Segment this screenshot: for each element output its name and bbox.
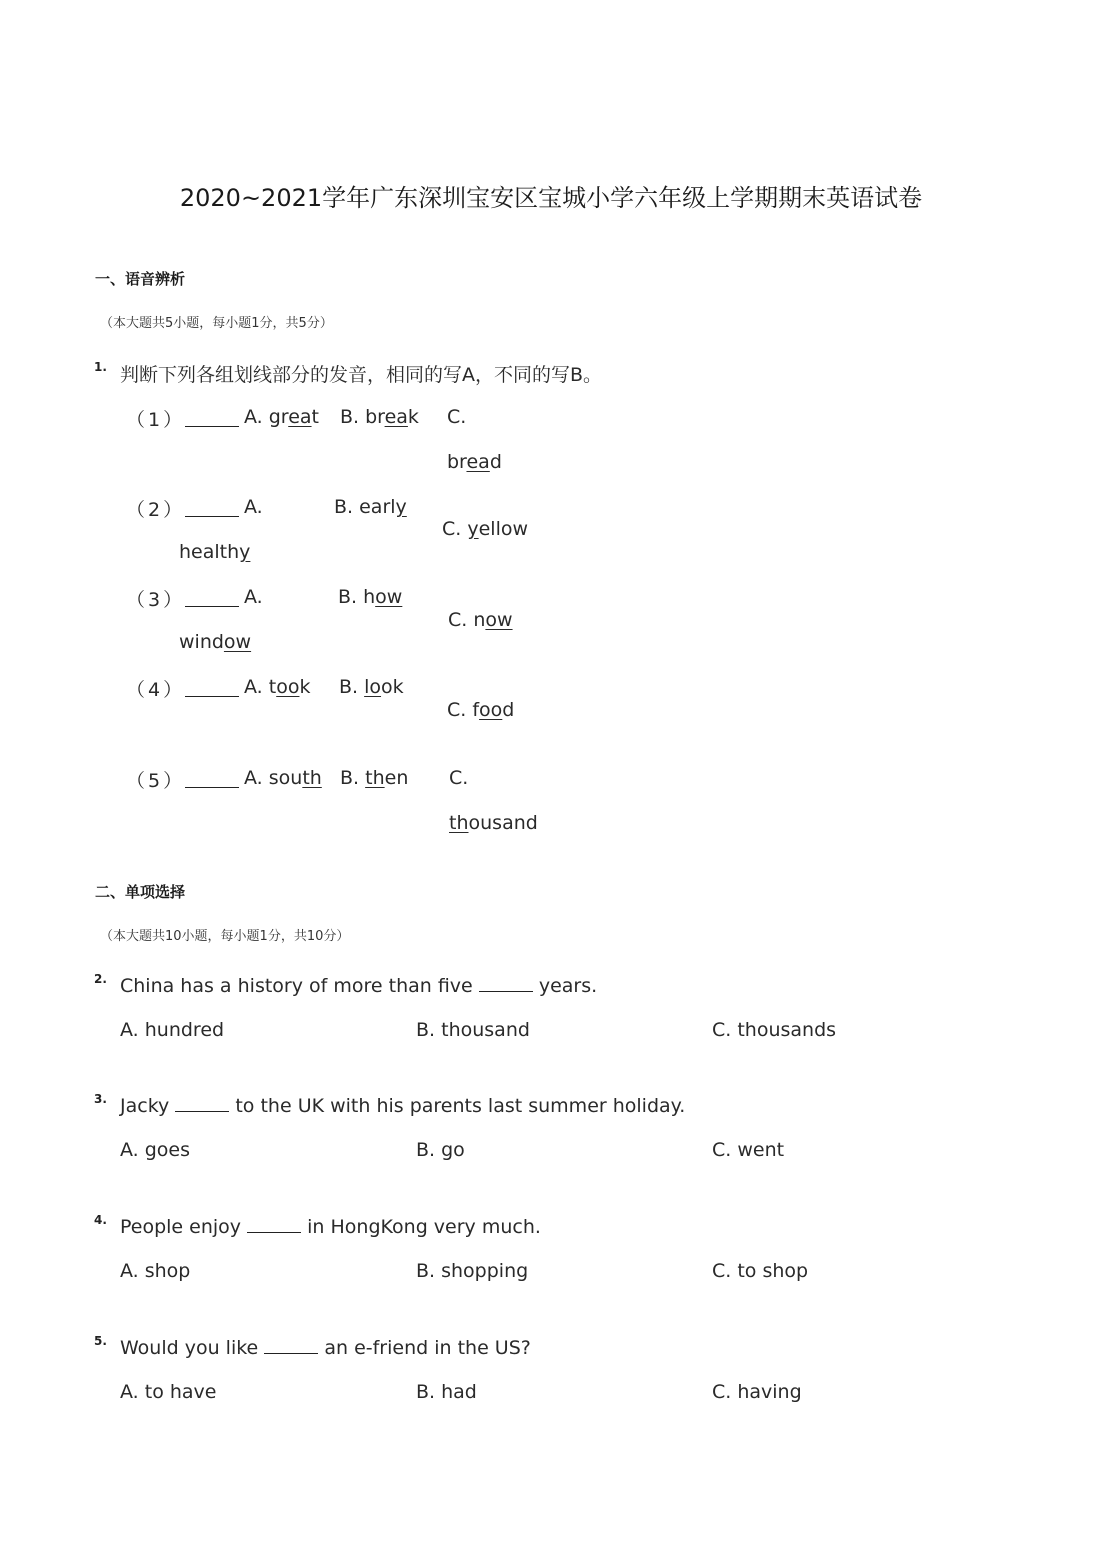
option-c[interactable]: C. having bbox=[712, 1381, 802, 1403]
item-index: （5） bbox=[126, 770, 186, 792]
option-c: thousand bbox=[449, 812, 538, 834]
option-b[interactable]: B. had bbox=[416, 1381, 477, 1403]
option-a-label: A. bbox=[244, 586, 263, 608]
option-a: A. great bbox=[244, 406, 319, 428]
answer-blank[interactable] bbox=[479, 974, 533, 992]
section-heading-phonics: 一、语音辨析 bbox=[95, 270, 186, 288]
answer-blank[interactable] bbox=[264, 1336, 318, 1354]
option-b: B. early bbox=[334, 496, 407, 518]
option-c: C. food bbox=[447, 699, 515, 721]
option-b: B. look bbox=[339, 676, 404, 698]
answer-blank[interactable] bbox=[175, 1094, 229, 1112]
option-a[interactable]: A. goes bbox=[120, 1139, 191, 1161]
answer-blank[interactable] bbox=[247, 1215, 301, 1233]
option-a[interactable]: A. to have bbox=[120, 1381, 217, 1403]
option-b[interactable]: B. go bbox=[416, 1139, 465, 1161]
page-title: 2020~2021学年广东深圳宝安区宝城小学六年级上学期期末英语试卷 bbox=[179, 184, 923, 212]
section-note-phonics: （本大题共5小题，每小题1分，共5分） bbox=[100, 316, 333, 331]
answer-blank[interactable] bbox=[185, 606, 239, 607]
question-text: People enjoy in HongKong very much. bbox=[120, 1216, 541, 1238]
section-note-choice: （本大题共10小题，每小题1分，共10分） bbox=[100, 929, 350, 944]
option-b: B. break bbox=[340, 406, 419, 428]
option-a-label: A. bbox=[244, 496, 263, 518]
option-b: B. how bbox=[338, 586, 403, 608]
option-c-label: C. bbox=[449, 767, 469, 789]
option-c[interactable]: C. thousands bbox=[712, 1019, 837, 1041]
item-index: （2） bbox=[126, 499, 186, 521]
item-index: （3） bbox=[126, 589, 186, 611]
option-c: bread bbox=[447, 451, 502, 473]
answer-blank[interactable] bbox=[185, 516, 239, 517]
answer-blank[interactable] bbox=[185, 787, 239, 788]
question-text: Jacky to the UK with his parents last summer holiday. bbox=[120, 1095, 686, 1117]
question-text: Would you like an e-friend in the US? bbox=[120, 1337, 531, 1359]
option-a: healthy bbox=[179, 541, 251, 563]
question-number: 1. bbox=[94, 360, 107, 374]
option-a[interactable]: A. hundred bbox=[120, 1019, 225, 1041]
option-c-label: C. bbox=[447, 406, 467, 428]
option-b: B. then bbox=[340, 767, 409, 789]
item-index: （4） bbox=[126, 679, 186, 701]
option-c[interactable]: C. to shop bbox=[712, 1260, 809, 1282]
option-c: C. yellow bbox=[442, 518, 529, 540]
option-c: C. now bbox=[448, 609, 513, 631]
option-a: A. took bbox=[244, 676, 311, 698]
question-number: 3. bbox=[94, 1092, 107, 1106]
question-number: 2. bbox=[94, 972, 107, 986]
option-a: A. south bbox=[244, 767, 322, 789]
option-c[interactable]: C. went bbox=[712, 1139, 785, 1161]
option-b[interactable]: B. shopping bbox=[416, 1260, 529, 1282]
answer-blank[interactable] bbox=[185, 696, 239, 697]
question-text: 判断下列各组划线部分的发音，相同的写A，不同的写B。 bbox=[120, 364, 603, 386]
question-number: 5. bbox=[94, 1334, 107, 1348]
question-number: 4. bbox=[94, 1213, 107, 1227]
option-a[interactable]: A. shop bbox=[120, 1260, 191, 1282]
section-heading-choice: 二、单项选择 bbox=[95, 883, 186, 901]
option-b[interactable]: B. thousand bbox=[416, 1019, 530, 1041]
answer-blank[interactable] bbox=[185, 426, 239, 427]
item-index: （1） bbox=[126, 409, 186, 431]
question-text: China has a history of more than five years. bbox=[120, 975, 598, 997]
option-a: window bbox=[179, 631, 252, 653]
